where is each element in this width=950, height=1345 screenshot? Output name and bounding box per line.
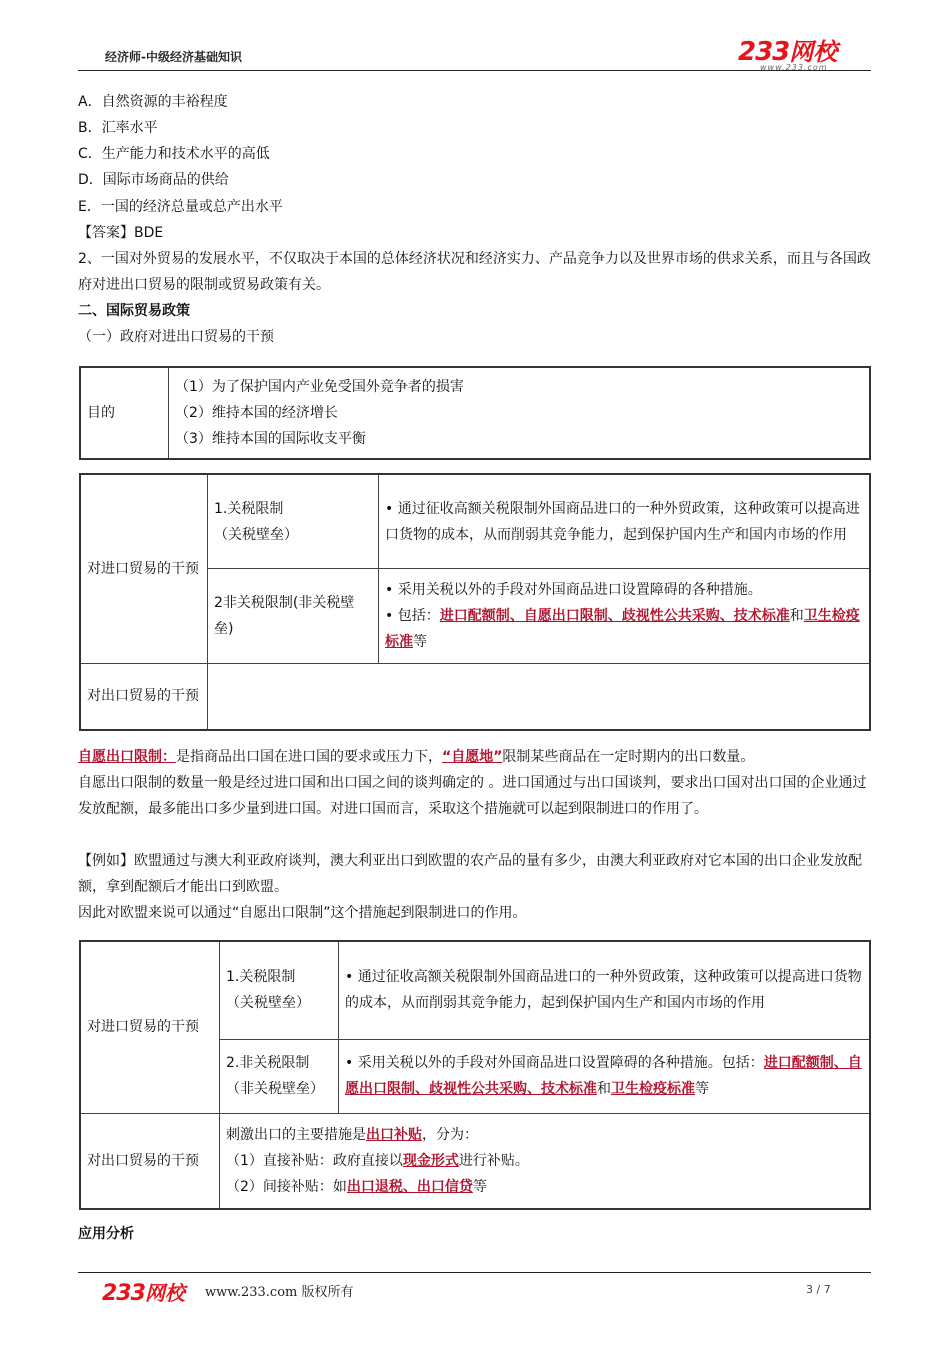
intervention-table-1	[79, 473, 871, 731]
purpose-label: 目的	[80, 367, 169, 459]
export-intervention-label: 对出口贸易的干预	[80, 663, 208, 730]
export-intervention-label: 对出口贸易的干预	[80, 1113, 220, 1209]
logo-url: www.233.com	[760, 63, 828, 72]
tariff-desc: • 通过征收高额关税限制外国商品进口的一种外贸政策，这种政策可以提高进口货物的成本，从而削弱其竞争能力，起到保护国内生产和国内市场的作用	[379, 474, 871, 569]
header-divider	[78, 70, 871, 71]
export-line-2-prefix: （1）直接补贴：政府直接以	[226, 1152, 403, 1169]
export-line-3	[226, 1174, 863, 1200]
application-analysis-title: 应用分析	[78, 1226, 134, 1242]
document-header-title: 经济师-中级经济基础知识	[105, 50, 242, 64]
import-intervention-label: 对进口贸易的干预	[80, 474, 208, 663]
nontariff-prefix: • 包括：	[385, 608, 440, 625]
purpose-item: （3）维持本国的国际收支平衡	[175, 431, 366, 447]
import-intervention-label: 对进口贸易的干预	[80, 941, 220, 1113]
export-line-1-prefix: 刺激出口的主要措施是	[226, 1126, 366, 1143]
ver-explanation: 自愿出口限制的数量一般是经过进口国和出口国之间的谈判确定的 。进口国通过与出口国谈判，要求出口国对出口国的企业通过发放配额，最多能出口多少量到进口国。对进口国而言，采取这个措施就可以起到限制进口的作用了。	[78, 775, 867, 817]
option-c: C．生产能力和技术水平的高低	[78, 146, 270, 162]
nontariff-cell	[220, 1039, 339, 1113]
nontariff-and: 和	[789, 608, 804, 625]
nontariff-desc-cell	[379, 569, 871, 664]
nontariff-highlight-2: 卫生检疫标准	[611, 1081, 695, 1097]
export-intervention-desc	[208, 663, 871, 730]
footer-copyright: www.233.com 版权所有	[205, 1285, 354, 1300]
ver-conclusion: 因此对欧盟来说可以通过“自愿出口限制”这个措施起到限制进口的作用。	[78, 905, 527, 921]
logo-number: 233	[738, 37, 790, 67]
tariff-desc: • 通过征收高额关税限制外国商品进口的一种外贸政策，这种政策可以提高进口货物的成本，从而削弱其竞争能力，起到保护国内生产和国内市场的作用	[339, 941, 871, 1039]
footer-logo	[102, 1277, 185, 1306]
option-b: B．汇率水平	[78, 120, 158, 136]
nontariff-desc	[339, 1039, 871, 1113]
section-title: 二、国际贸易政策	[78, 303, 190, 319]
nontariff-suffix: 等	[413, 634, 427, 651]
tariff-sub: （关税壁垒）	[214, 526, 298, 543]
ver-quoted: “自愿地”	[442, 749, 503, 765]
purpose-item: （1）为了保护国内产业免受国外竞争者的损害	[175, 379, 464, 395]
nontariff-highlight-2: 卫生检疫标准	[385, 608, 860, 651]
answer: 【答案】BDE	[78, 225, 164, 241]
footer-logo-text: 网校	[144, 1281, 185, 1305]
nontariff-and: 和	[597, 1081, 611, 1097]
footer-divider	[78, 1272, 871, 1273]
export-intervention-desc	[220, 1113, 871, 1209]
tariff-label: 1.关税限制	[226, 969, 296, 986]
ver-example: 【例如】欧盟通过与澳大利亚政府谈判，澳大利亚出口到欧盟的农产品的量有多少，由澳大利亚政府对它本国的出口企业发放配额，拿到配额后才能出口到欧盟。	[78, 853, 862, 895]
nontariff-sub: （非关税壁垒）	[226, 1081, 324, 1097]
option-d: D．国际市场商品的供给	[78, 172, 229, 188]
option-e: E．一国的经济总量或总产出水平	[78, 199, 283, 215]
nontariff-desc-1: • 采用关税以外的手段对外国商品进口设置障碍的各种措施。	[385, 582, 762, 599]
nontariff-label: 2.非关税限制	[226, 1055, 310, 1071]
nontariff-label: 2非关税限制(非关税壁垒)	[208, 569, 379, 664]
export-line-2	[226, 1148, 863, 1174]
export-line-1-suffix: ，分为：	[422, 1126, 478, 1143]
export-line-3-suffix: 等	[472, 1178, 487, 1195]
tariff-cell	[220, 941, 339, 1039]
logo-text: 网校	[789, 38, 838, 66]
cash-form-highlight: 现金形式	[402, 1152, 459, 1169]
export-line-3-prefix: （2）间接补贴：如	[226, 1178, 347, 1195]
export-line-2-suffix: 进行补贴。	[458, 1152, 529, 1169]
tax-rebate-highlight: 出口退税、出口信贷	[346, 1178, 473, 1195]
intervention-table-2	[79, 940, 871, 1210]
ver-text-1: 是指商品出口国在进口国的要求或压力下，	[176, 749, 442, 765]
tariff-label: 1.关税限制	[214, 500, 284, 517]
export-line-1	[226, 1122, 863, 1148]
nontariff-prefix: • 采用关税以外的手段对外国商品进口设置障碍的各种措施。包括：	[345, 1055, 764, 1071]
tariff-sub: （关税壁垒）	[226, 995, 310, 1012]
page-number: 3 / 7	[806, 1283, 831, 1296]
ver-text-2: 限制某些商品在一定时期内的出口数量。	[502, 749, 755, 765]
point-2-paragraph: 2、一国对外贸易的发展水平，不仅取决于本国的总体经济状况和经济实力、产品竞争力以及世界市场的供求关系，而且与各国政府对进出口贸易的限制或贸易政策有关。	[78, 251, 871, 293]
nontariff-suffix: 等	[695, 1081, 709, 1097]
export-subsidy-highlight: 出口补贴	[366, 1126, 422, 1143]
option-a: A．自然资源的丰裕程度	[78, 94, 228, 110]
nontariff-desc-2	[385, 603, 863, 655]
footer-logo-number: 233	[102, 1281, 145, 1306]
tariff-cell	[208, 474, 379, 569]
purpose-item: （2）维持本国的经济增长	[175, 405, 338, 421]
subsection-title: （一）政府对进出口贸易的干预	[78, 329, 274, 345]
nontariff-highlight-1: 进口配额制、自愿出口限制、歧视性公共采购、技术标准	[439, 608, 790, 625]
ver-definition	[78, 744, 871, 770]
purpose-items	[169, 367, 871, 459]
nontariff-highlight-1: 进口配额制、自愿出口限制、歧视性公共采购、技术标准	[345, 1055, 862, 1097]
ver-term: 自愿出口限制：	[78, 749, 176, 765]
purpose-table	[79, 366, 871, 460]
